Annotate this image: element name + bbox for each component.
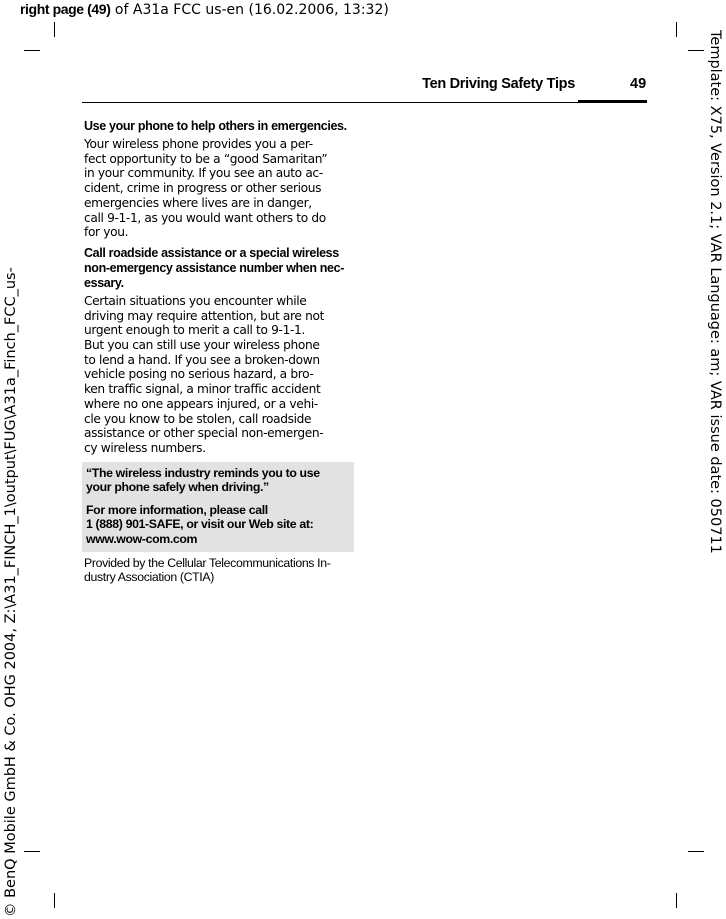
- body-line: assistance or other special non-emergen-: [84, 426, 324, 441]
- crop-mark-top-right-h: [688, 50, 704, 51]
- heading-line: non-emergency assistance number when nec-: [84, 260, 345, 275]
- callout-quote: [86, 466, 350, 495]
- body-line: vehicle posing no serious hazard, a bro-: [84, 367, 314, 382]
- crop-mark-top-left-v: [54, 22, 55, 37]
- callout-info: [86, 503, 350, 547]
- running-title: Ten Driving Safety Tips: [422, 76, 575, 92]
- crop-mark-bottom-right-v: [676, 893, 677, 908]
- body-line: for you.: [84, 225, 129, 240]
- heading-line: Use your phone to help others in emergencies.: [84, 119, 347, 133]
- print-header: [20, 1, 389, 18]
- callout-line: 1 (888) 901-SAFE, or visit our Web site at:: [86, 517, 314, 532]
- section-body: [84, 137, 350, 240]
- print-header-doc-info: of A31a FCC us-en (16.02.2006, 13:32): [110, 2, 389, 18]
- ctia-callout-box: [82, 462, 354, 552]
- body-line: urgent enough to merit a call to 9-1-1.: [84, 323, 305, 338]
- body-line: emergencies where lives are in danger,: [84, 195, 312, 210]
- body-line: driving may require attention, but are not: [84, 308, 324, 323]
- ctia-attribution: [84, 556, 350, 585]
- heading-line: essary.: [84, 275, 124, 290]
- section-heading: [84, 246, 350, 291]
- body-line: where no one appears injured, or a vehi-: [84, 396, 318, 411]
- body-line: in your community. If you see an auto ac-: [84, 166, 323, 181]
- crop-mark-bottom-left-v: [54, 893, 55, 908]
- callout-line: For more information, please call: [86, 502, 268, 517]
- content-column: [84, 119, 350, 585]
- body-line: Your wireless phone provides you a per-: [84, 137, 313, 151]
- body-line: Certain situations you encounter while: [84, 293, 307, 308]
- body-line: ken traffic signal, a minor traffic accident: [84, 382, 321, 397]
- body-line: call 9-1-1, as you would want others to do: [84, 210, 326, 225]
- section-body: [84, 294, 350, 456]
- crop-mark-top-left-h: [24, 50, 40, 51]
- body-line: cle you know to be stolen, call roadside: [84, 411, 312, 426]
- crop-mark-top-right-v: [676, 22, 677, 37]
- header-rule-accent: [578, 100, 647, 103]
- section-roadside-assistance: [84, 246, 350, 456]
- callout-web-address: www.wow-com.com: [86, 532, 198, 547]
- copyright-sidebar: © BenQ Mobile GmbH & Co. OHG 2004, Z:\A31_FINCH_1\output\FUG\A31a_Finch_FCC_us-: [3, 267, 19, 917]
- crop-mark-bottom-right-h: [688, 851, 704, 852]
- header-rule: [82, 102, 647, 103]
- page-number: 49: [630, 76, 647, 92]
- body-line: fect opportunity to be a “good Samaritan”: [84, 151, 328, 166]
- body-line: cident, crime in progress or other serious: [84, 181, 322, 196]
- section-heading: [84, 119, 350, 134]
- heading-line: Call roadside assistance or a special wireless: [84, 245, 339, 260]
- template-sidebar: Template: X75, Version 2.1; VAR Language: am; VAR issue date: 050711: [707, 30, 723, 554]
- print-header-page-ref: right page (49): [20, 1, 111, 17]
- callout-line: “The wireless industry reminds you to use: [86, 465, 320, 480]
- body-line: But you can still use your wireless phone: [84, 338, 320, 353]
- callout-line: your phone safely when driving.”: [86, 480, 269, 495]
- body-line: to lend a hand. If you see a broken-down: [84, 352, 320, 367]
- footnote-line: dustry Association (CTIA): [84, 570, 214, 585]
- body-line: cy wireless numbers.: [84, 440, 206, 455]
- section-emergencies: [84, 119, 350, 240]
- footnote-line: Provided by the Cellular Telecommunications In-: [84, 555, 331, 570]
- crop-mark-bottom-left-h: [24, 851, 40, 852]
